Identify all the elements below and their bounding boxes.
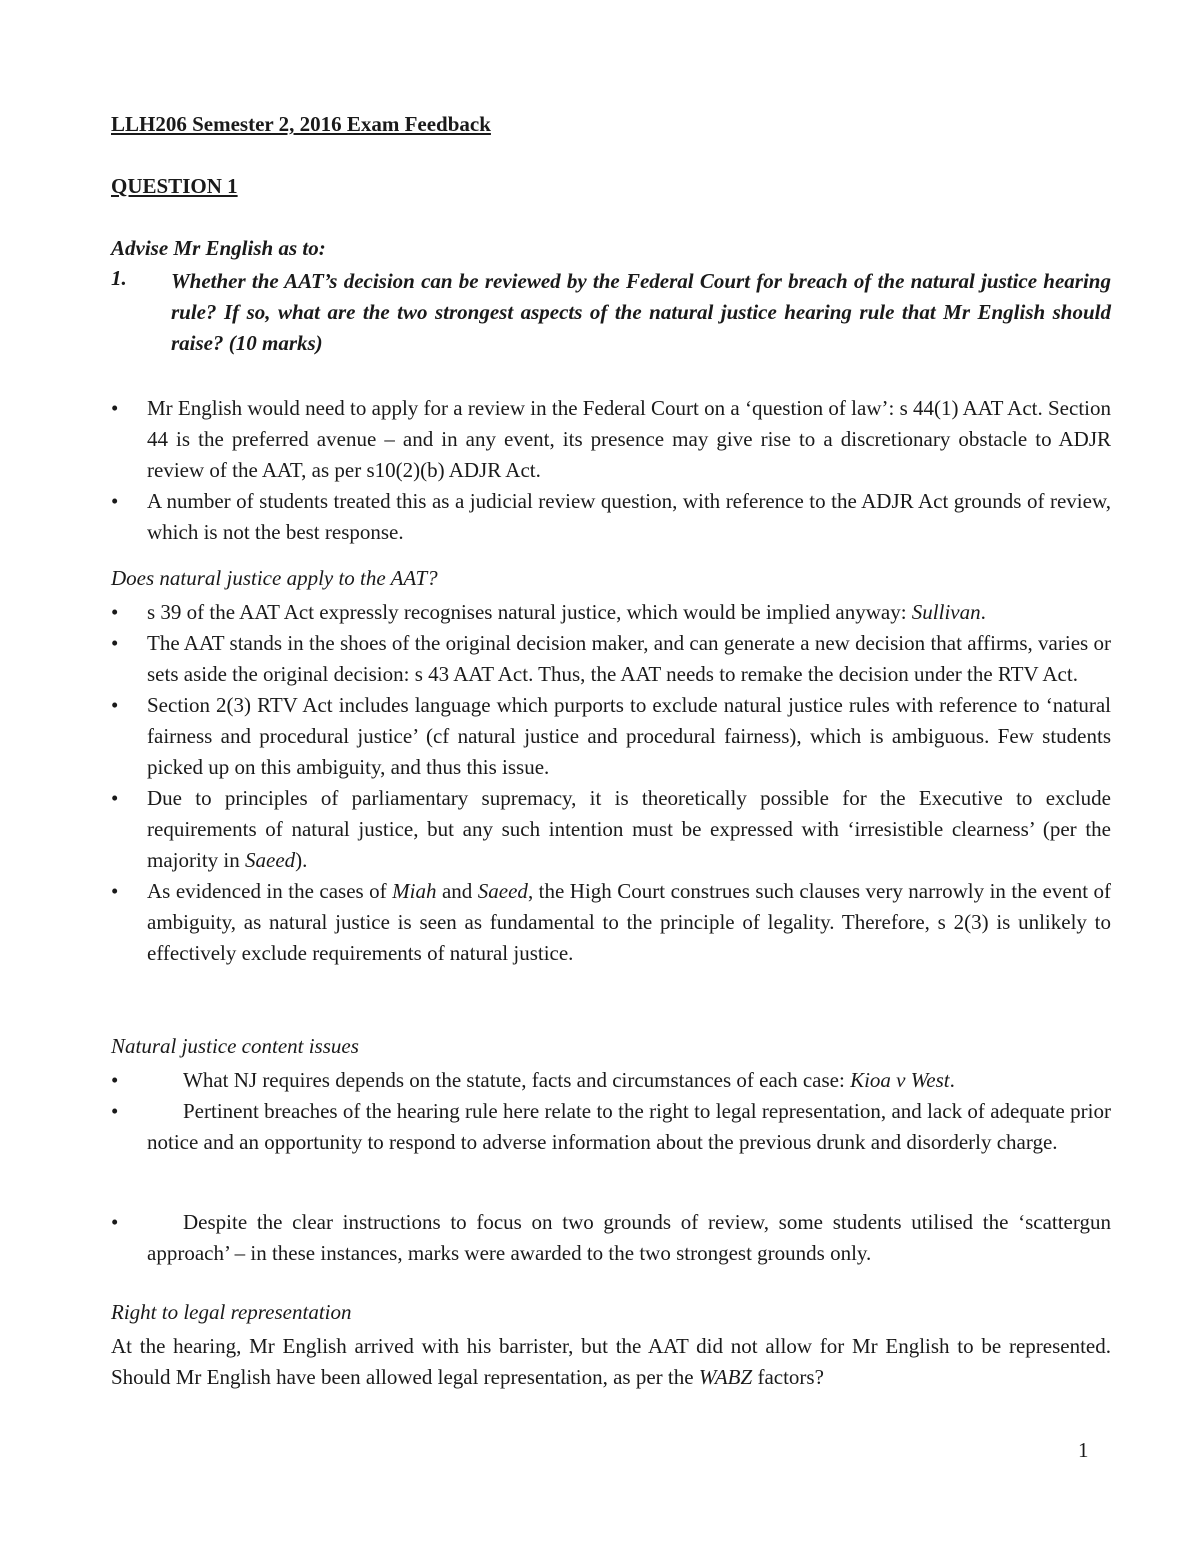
- bullet-text: Due to principles of parliamentary supremacy, it is theoretically possible for the Executive to exclude requirements of natural justice, but any such intention must be expressed with ‘irresistible clearness’ (per the majority in: [147, 786, 1111, 872]
- case-name: Sullivan: [911, 600, 981, 624]
- list-item: [111, 1096, 1111, 1158]
- section-heading-nj-content: Natural justice content issues: [111, 1034, 359, 1058]
- case-name: Kioa v West: [850, 1068, 950, 1092]
- document-title: LLH206 Semester 2, 2016 Exam Feedback: [111, 112, 491, 136]
- bullet-text: Pertinent breaches of the hearing rule here relate to the right to legal representation, and lack of adequate prior notice and an opportunity to respond to adverse information about the previous drunk and disorderly charge.: [147, 1099, 1111, 1154]
- section1-bullet-list: [111, 597, 1111, 969]
- legal-rep-paragraph: [111, 1331, 1111, 1393]
- list-item: [111, 597, 1111, 628]
- question-number: 1.: [111, 266, 127, 290]
- section2-bullet-list-2: [111, 1207, 1111, 1269]
- bullet-text: As evidenced in the cases of: [147, 879, 393, 903]
- list-item: • Section 2(3) RTV Act includes language which purports to exclude natural justice rules with reference to ‘natural fairness and procedural justice’ (cf natural justice and procedural fairness), which is ambiguous. Few students picked up on this ambiguity, and thus this issue.: [111, 690, 1111, 783]
- case-name: Miah: [392, 879, 437, 903]
- case-name: WABZ: [698, 1365, 753, 1389]
- section2-bullet-list: [111, 1065, 1111, 1158]
- paragraph-text: At the hearing, Mr English arrived with his barrister, but the AAT did not allow for Mr English to be represented. Should Mr English have been allowed legal representation, as per the: [111, 1334, 1111, 1389]
- case-name: Saeed: [477, 879, 528, 903]
- list-item: [111, 1207, 1111, 1269]
- list-item: [111, 783, 1111, 876]
- list-item: [111, 1065, 1111, 1096]
- intro-bullet-list: [111, 393, 1111, 548]
- question-item: [111, 266, 1111, 359]
- bullet-text: .: [949, 1068, 955, 1092]
- list-item: • Mr English would need to apply for a review in the Federal Court on a ‘question of law’: s 44(1) AAT Act. Section 44 is the preferred avenue – and in any event, its presence may give rise to a discretionary obstacle to ADJR review of the AAT, as per s10(2)(b) ADJR Act.: [111, 393, 1111, 486]
- list-item: • The AAT stands in the shoes of the original decision maker, and can generate a new decision that affirms, varies or sets aside the original decision: s 43 AAT Act. Thus, the AAT needs to remake the decision under the RTV Act.: [111, 628, 1111, 690]
- bullet-text: .: [980, 600, 986, 624]
- advise-line: Advise Mr English as to:: [111, 236, 326, 260]
- list-item: [111, 876, 1111, 969]
- case-name: Saeed: [245, 848, 296, 872]
- list-item: • A number of students treated this as a judicial review question, with reference to the ADJR Act grounds of review, which is not the best response.: [111, 486, 1111, 548]
- paragraph-text: factors?: [752, 1365, 824, 1389]
- bullet-text: What NJ requires depends on the statute, facts and circumstances of each case:: [183, 1068, 851, 1092]
- bullet-text: Despite the clear instructions to focus on two grounds of review, some students utilised the ‘scattergun approach’ – in these instances, marks were awarded to the two strongest grounds only.: [147, 1210, 1111, 1265]
- bullet-text: and: [436, 879, 478, 903]
- bullet-text: ).: [295, 848, 308, 872]
- section-heading-nj-apply: Does natural justice apply to the AAT?: [111, 566, 438, 590]
- section-heading-legal-rep: Right to legal representation: [111, 1300, 352, 1324]
- bullet-text: s 39 of the AAT Act expressly recognises natural justice, which would be implied anyway:: [147, 600, 912, 624]
- page-number: 1: [1078, 1438, 1089, 1462]
- question-heading: QUESTION 1: [111, 174, 238, 198]
- bullet-text: , the High Court construes such clauses very narrowly in the event of ambiguity, as natural justice is seen as fundamental to the principle of legality. Therefore, s 2(3) is unlikely to effectively exclude requirements of natural justice.: [147, 879, 1111, 965]
- question-text: Whether the AAT’s decision can be reviewed by the Federal Court for breach of the natural justice hearing rule? If so, what are the two strongest aspects of the natural justice hearing rule that Mr English should raise? (10 marks): [171, 269, 1111, 355]
